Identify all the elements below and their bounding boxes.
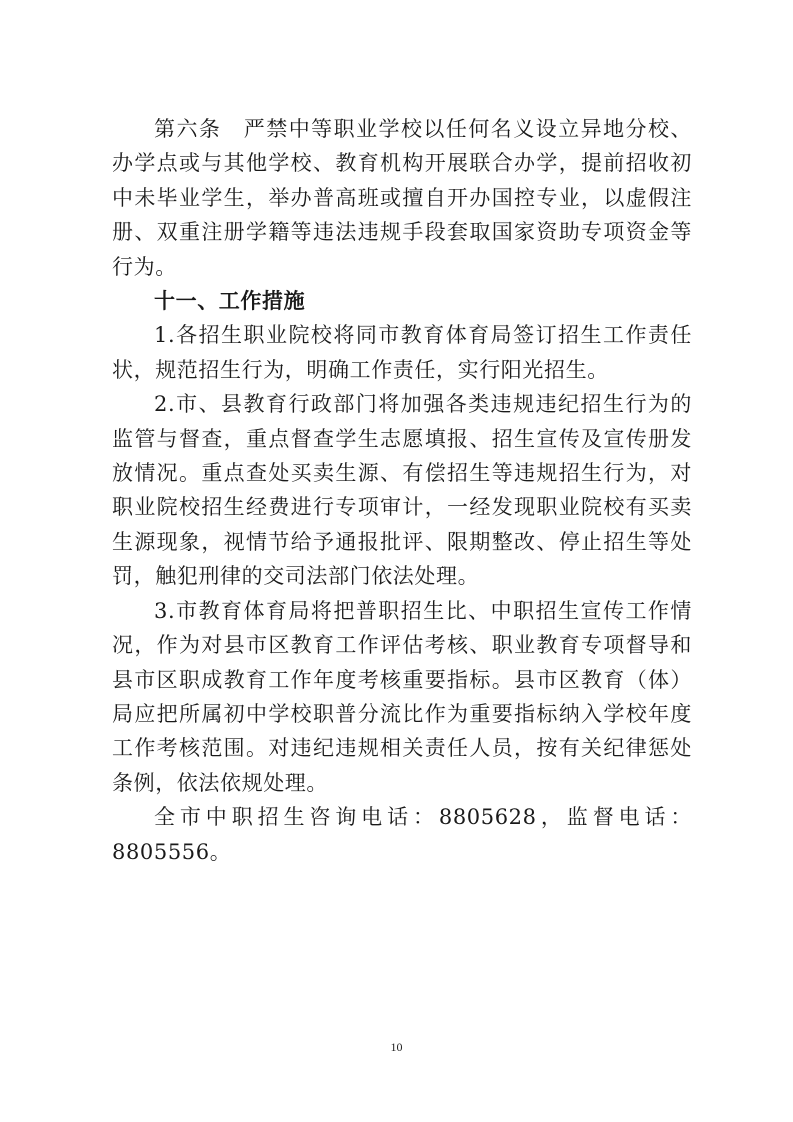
hotline-paragraph: 全市中职招生咨询电话：8805628，监督电话：8805556。 (112, 805, 692, 864)
document-body (112, 112, 692, 869)
section-heading-work-measures: 十一、工作措施 (154, 289, 306, 314)
measure-item-1: 1.各招生职业院校将同市教育体育局签订招生工作责任状，规范招生行为，明确工作责任，实行阳光招生。 (112, 323, 692, 382)
measure-item-3: 3.市教育体育局将把普职招生比、中职招生宣传工作情况，作为对县市区教育工作评估考核、职业教育专项督导和县市区职成教育工作年度考核重要指标。县市区教育（体）局应把所属初中学校职普分流比作为重要指标纳入学校年度工作考核范围。对违纪违规相关责任人员，按有关纪律惩处条例，依法依规处理。 (112, 598, 692, 795)
page-number: 10 (390, 1040, 403, 1054)
article-6-paragraph: 第六条 严禁中等职业学校以任何名义设立异地分校、办学点或与其他学校、教育机构开展联合办学，提前招收初中未毕业学生，举办普高班或擅自开办国控专业，以虚假注册、双重注册学籍等违法违规手段套取国家资助专项资金等行为。 (112, 117, 692, 279)
measure-item-2: 2.市、县教育行政部门将加强各类违规违纪招生行为的监管与督查，重点督查学生志愿填报、招生宣传及宣传册发放情况。重点查处买卖生源、有偿招生等违规招生行为，对职业院校招生经费进行专项审计，一经发现职业院校有买卖生源现象，视情节给予通报批评、限期整改、停止招生等处罚，触犯刑律的交司法部门依法处理。 (112, 392, 692, 589)
